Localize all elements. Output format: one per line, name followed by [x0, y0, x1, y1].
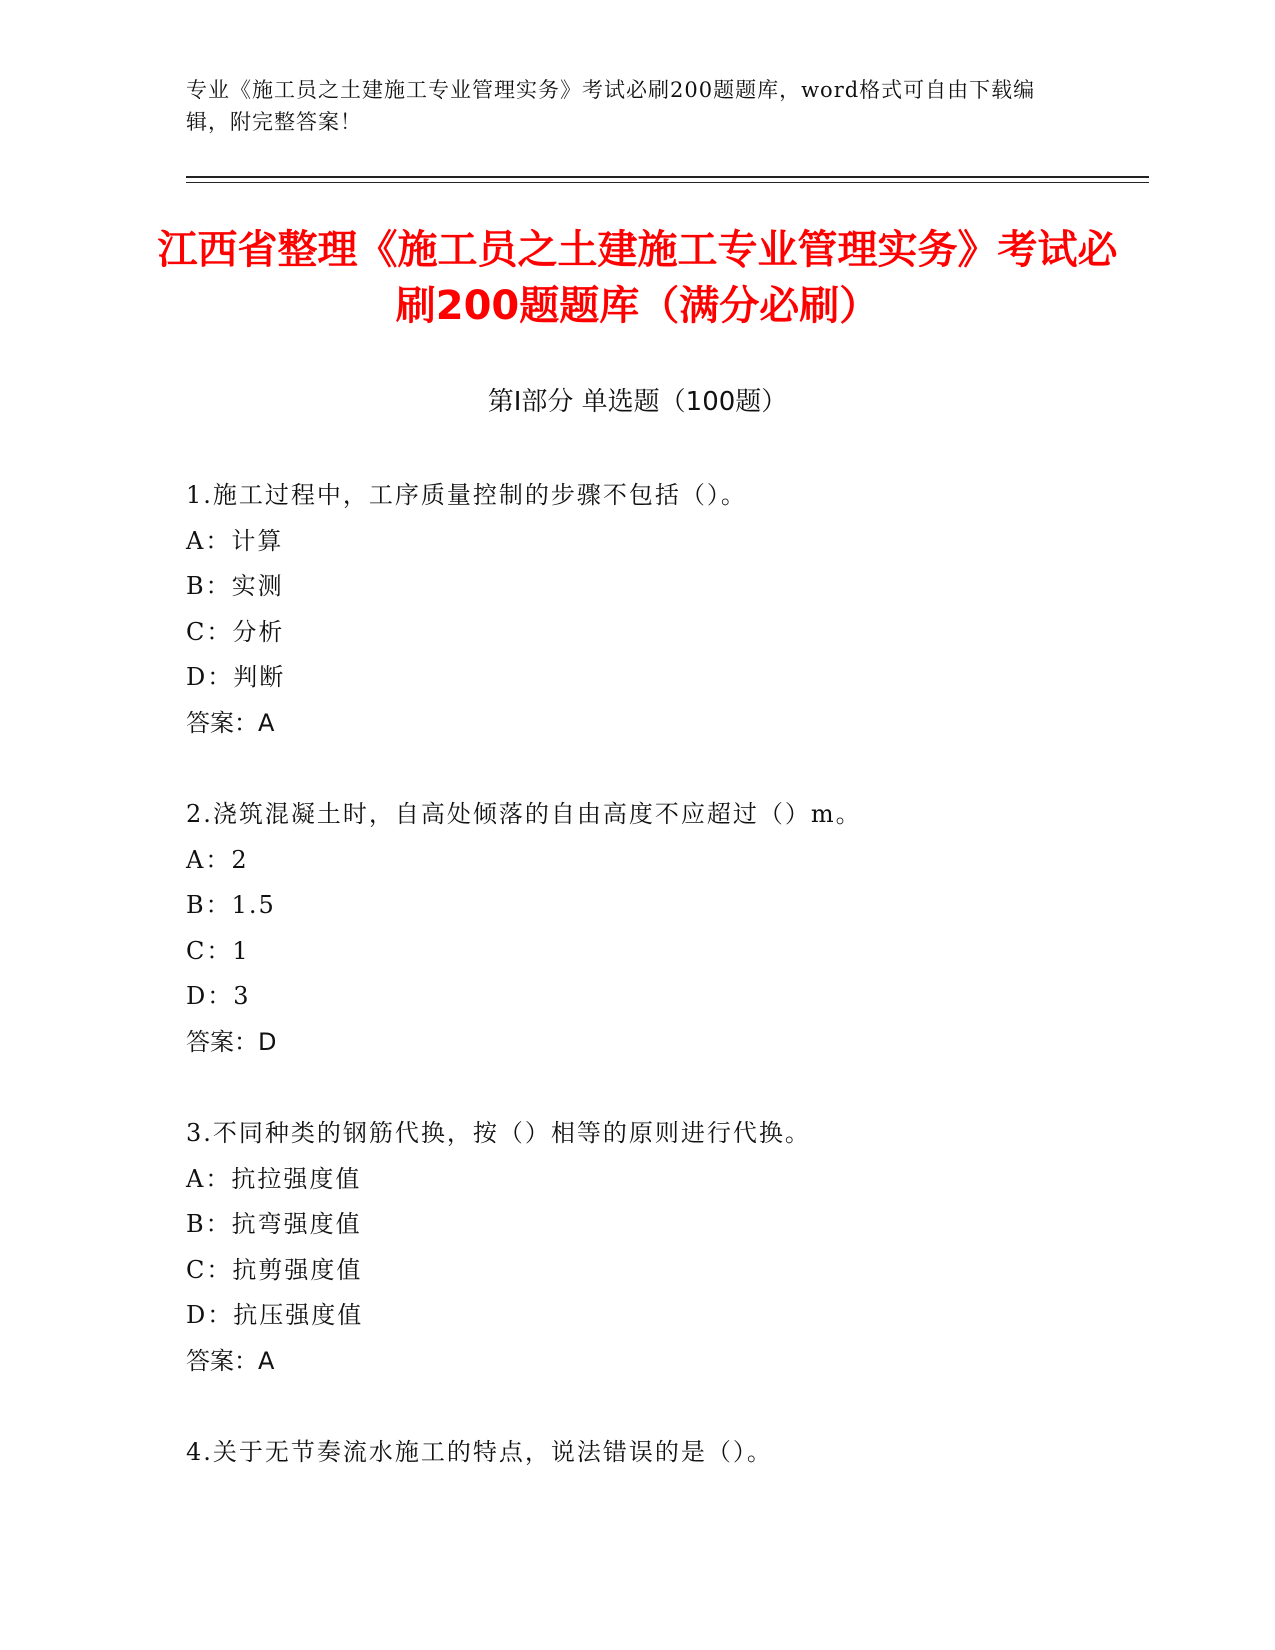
- answer: 答案：A: [186, 1346, 275, 1375]
- option-d: D：3: [186, 982, 251, 1010]
- option-b: B：1.5: [186, 891, 276, 919]
- question-4: [186, 1430, 1146, 1476]
- question-1: [186, 473, 1146, 746]
- answer: 答案：A: [186, 708, 275, 737]
- question-list: [186, 473, 1146, 1522]
- question-stem: 2.浇筑混凝土时，自高处倾落的自由高度不应超过（）m。: [186, 800, 862, 828]
- header-divider-thick: [186, 176, 1149, 178]
- question-stem: 1.施工过程中，工序质量控制的步骤不包括（）。: [186, 481, 747, 509]
- question-stem: 3.不同种类的钢筋代换，按（）相等的原则进行代换。: [186, 1119, 811, 1147]
- option-b: B：实测: [186, 572, 284, 600]
- question-stem: 4.关于无节奏流水施工的特点，说法错误的是（）。: [186, 1438, 773, 1466]
- option-d: D：判断: [186, 663, 286, 691]
- header-divider-thin: [186, 182, 1149, 183]
- option-a: A：抗拉强度值: [186, 1164, 362, 1193]
- section-title: 第I部分 单选题（100题）: [487, 387, 788, 417]
- question-3: [186, 1111, 1146, 1384]
- question-2: [186, 792, 1146, 1065]
- option-d: D：抗压强度值: [186, 1301, 364, 1329]
- document-title: 江西省整理《施工员之土建施工专业管理实务》考试必刷200题题库（满分必刷）: [157, 227, 1118, 329]
- header-note: 专业《施工员之土建施工专业管理实务》考试必刷200题题库，word格式可自由下载编辑，附完整答案！: [186, 78, 1036, 134]
- option-c: C：分析: [186, 617, 285, 646]
- option-b: B：抗弯强度值: [186, 1210, 362, 1238]
- option-c: C：抗剪强度值: [186, 1255, 363, 1284]
- option-a: A：计算: [186, 526, 284, 555]
- option-c: C：1: [186, 936, 250, 965]
- option-a: A：2: [186, 845, 249, 874]
- answer: 答案：D: [186, 1027, 277, 1056]
